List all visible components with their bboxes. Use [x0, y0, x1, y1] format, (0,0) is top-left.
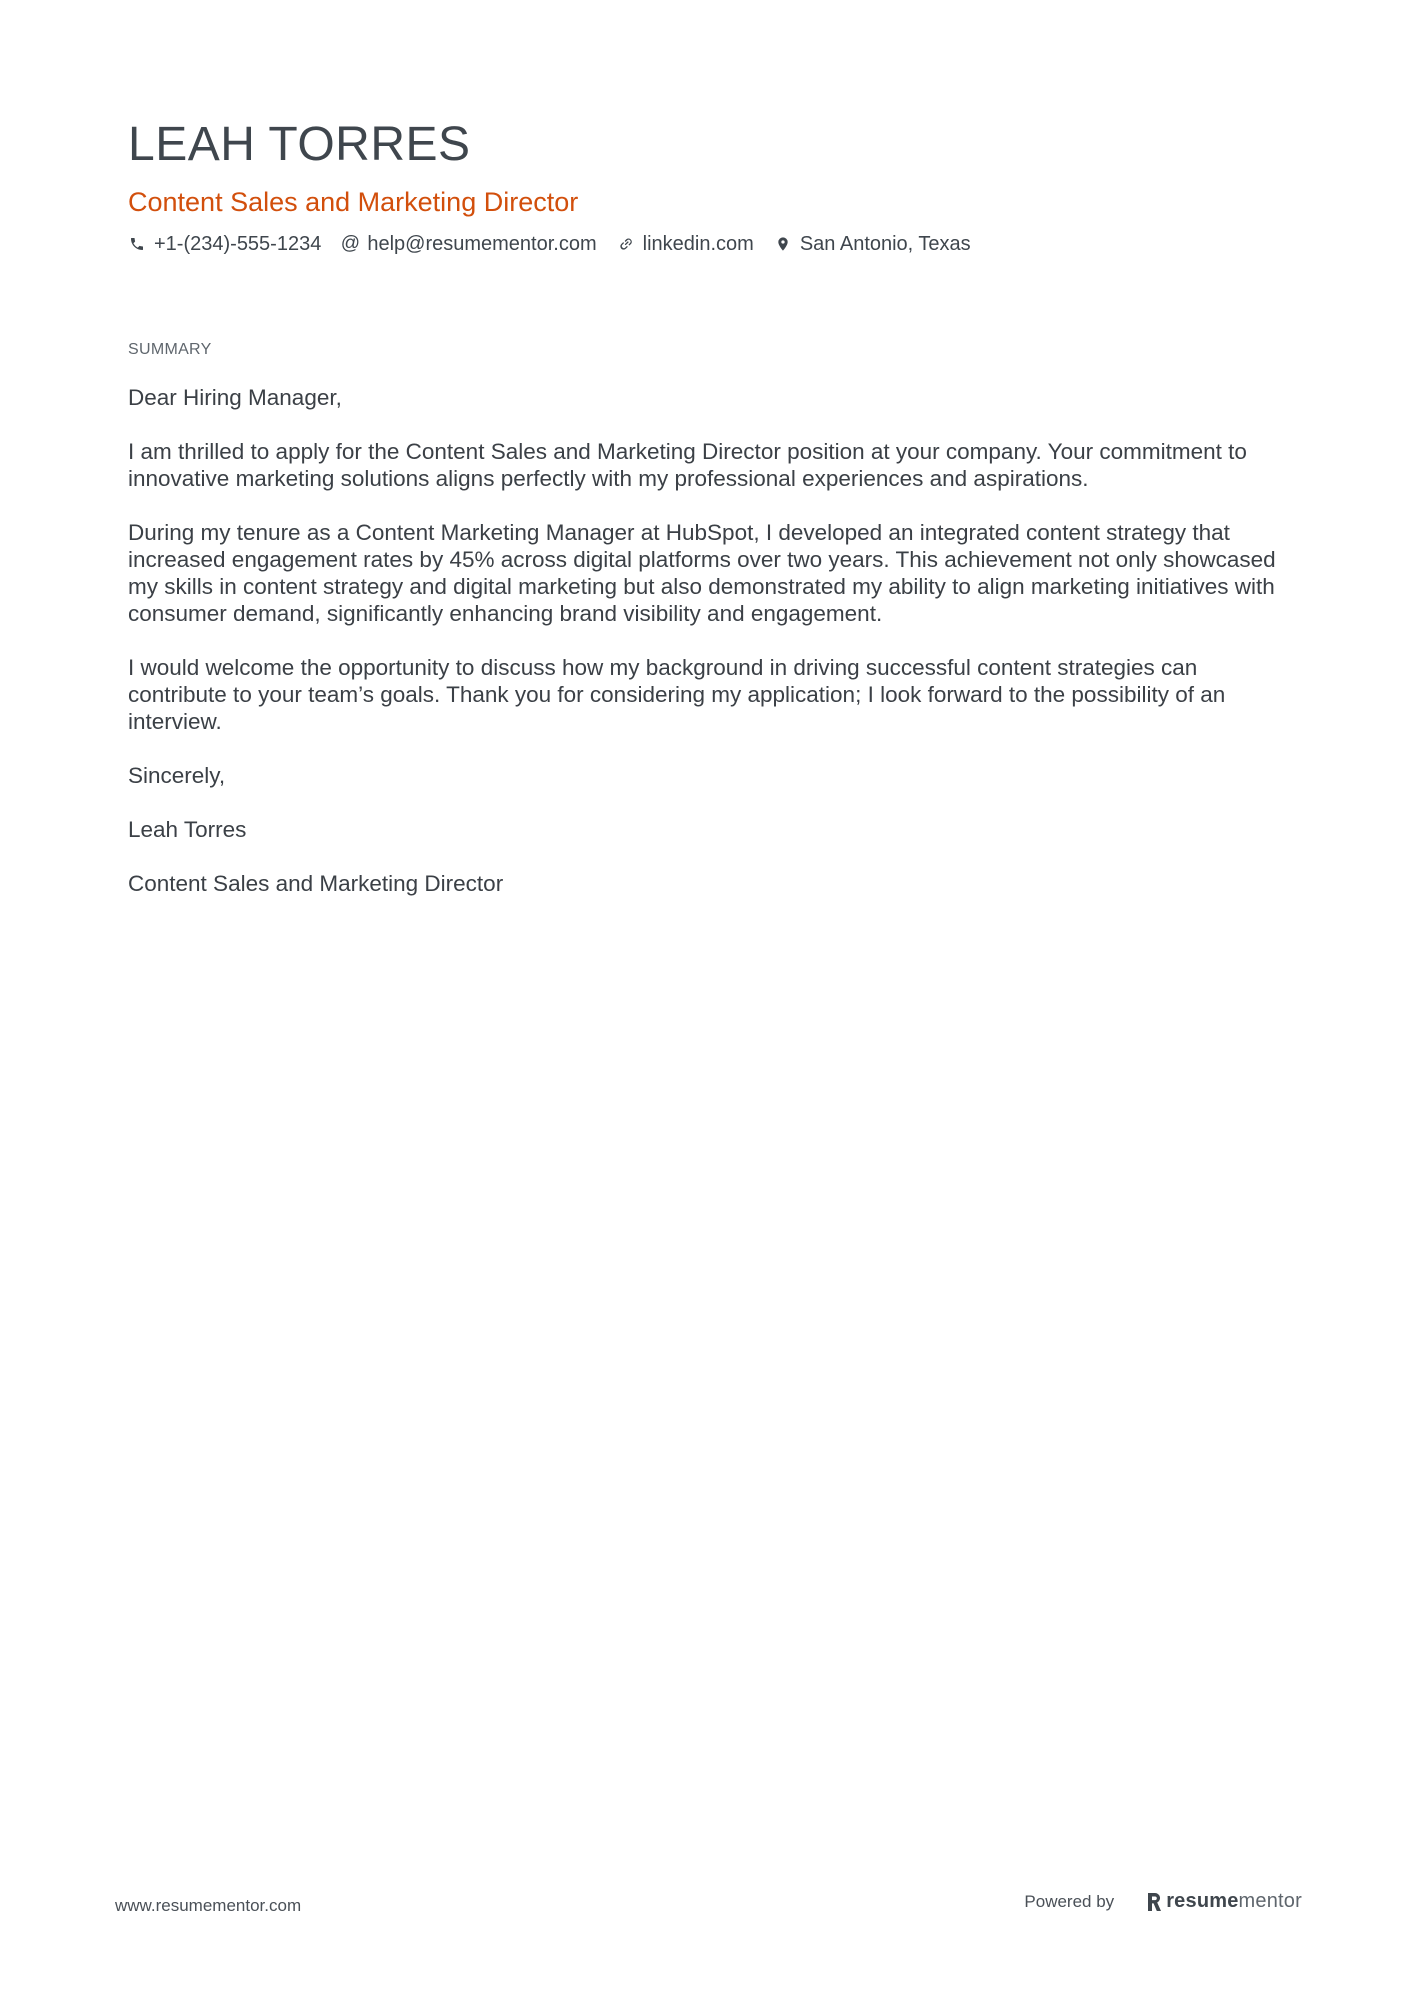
section-label-summary: SUMMARY	[128, 341, 212, 358]
contact-phone	[128, 231, 321, 257]
contact-location	[774, 231, 971, 257]
letter-paragraph-2: During my tenure as a Content Marketing Manager at HubSpot, I developed an integrated content strategy that increased engagement rates by 45% across digital platforms over two years. This achievement not only showcased my skills in content strategy and digital marketing but also demonstrated my ability to align marketing initiatives with consumer demand, significantly enhancing brand visibility and engagement.	[128, 520, 1276, 626]
footer-powered-by	[1024, 1890, 1302, 1913]
location-pin-icon	[774, 235, 792, 253]
contact-phone-text: +1-(234)-555-1234	[154, 233, 322, 255]
phone-icon	[128, 235, 146, 253]
contact-email-text[interactable]: help@resumementor.com	[367, 233, 597, 255]
letter-paragraph-3: I would welcome the opportunity to discuss how my background in driving successful content strategies can contribute to your team’s goals. Thank you for considering my application; I look forward to the possibility of an interview.	[128, 655, 1226, 734]
contact-row	[128, 231, 1288, 257]
contact-linkedin[interactable]	[617, 231, 754, 257]
link-icon	[617, 235, 635, 253]
brand-name-bold: resume	[1166, 1890, 1239, 1912]
contact-location-text: San Antonio, Texas	[799, 233, 971, 255]
letter-closing: Sincerely,	[128, 763, 226, 788]
brand-logo[interactable]	[1146, 1890, 1302, 1913]
header	[128, 115, 1288, 257]
letter-signature-title: Content Sales and Marketing Director	[128, 871, 504, 896]
footer-website[interactable]: www.resumementor.com	[115, 1896, 302, 1915]
powered-by-label: Powered by	[1024, 1891, 1115, 1911]
at-icon: @	[340, 233, 360, 254]
letter-body	[128, 384, 1298, 924]
candidate-title: Content Sales and Marketing Director	[128, 187, 579, 217]
contact-linkedin-text[interactable]: linkedin.com	[642, 233, 754, 255]
letter-signature-name: Leah Torres	[128, 817, 247, 842]
resumementor-logo-icon	[1146, 1892, 1162, 1912]
letter-salutation: Dear Hiring Manager,	[128, 385, 342, 410]
candidate-name: LEAH TORRES	[128, 118, 471, 171]
contact-email[interactable]	[341, 231, 596, 257]
brand-name-light: mentor	[1238, 1890, 1302, 1912]
letter-paragraph-1: I am thrilled to apply for the Content Sales and Marketing Director position at your company. Your commitment to innovative marketing solutions aligns perfectly with my professional experiences and aspirations.	[128, 439, 1247, 491]
